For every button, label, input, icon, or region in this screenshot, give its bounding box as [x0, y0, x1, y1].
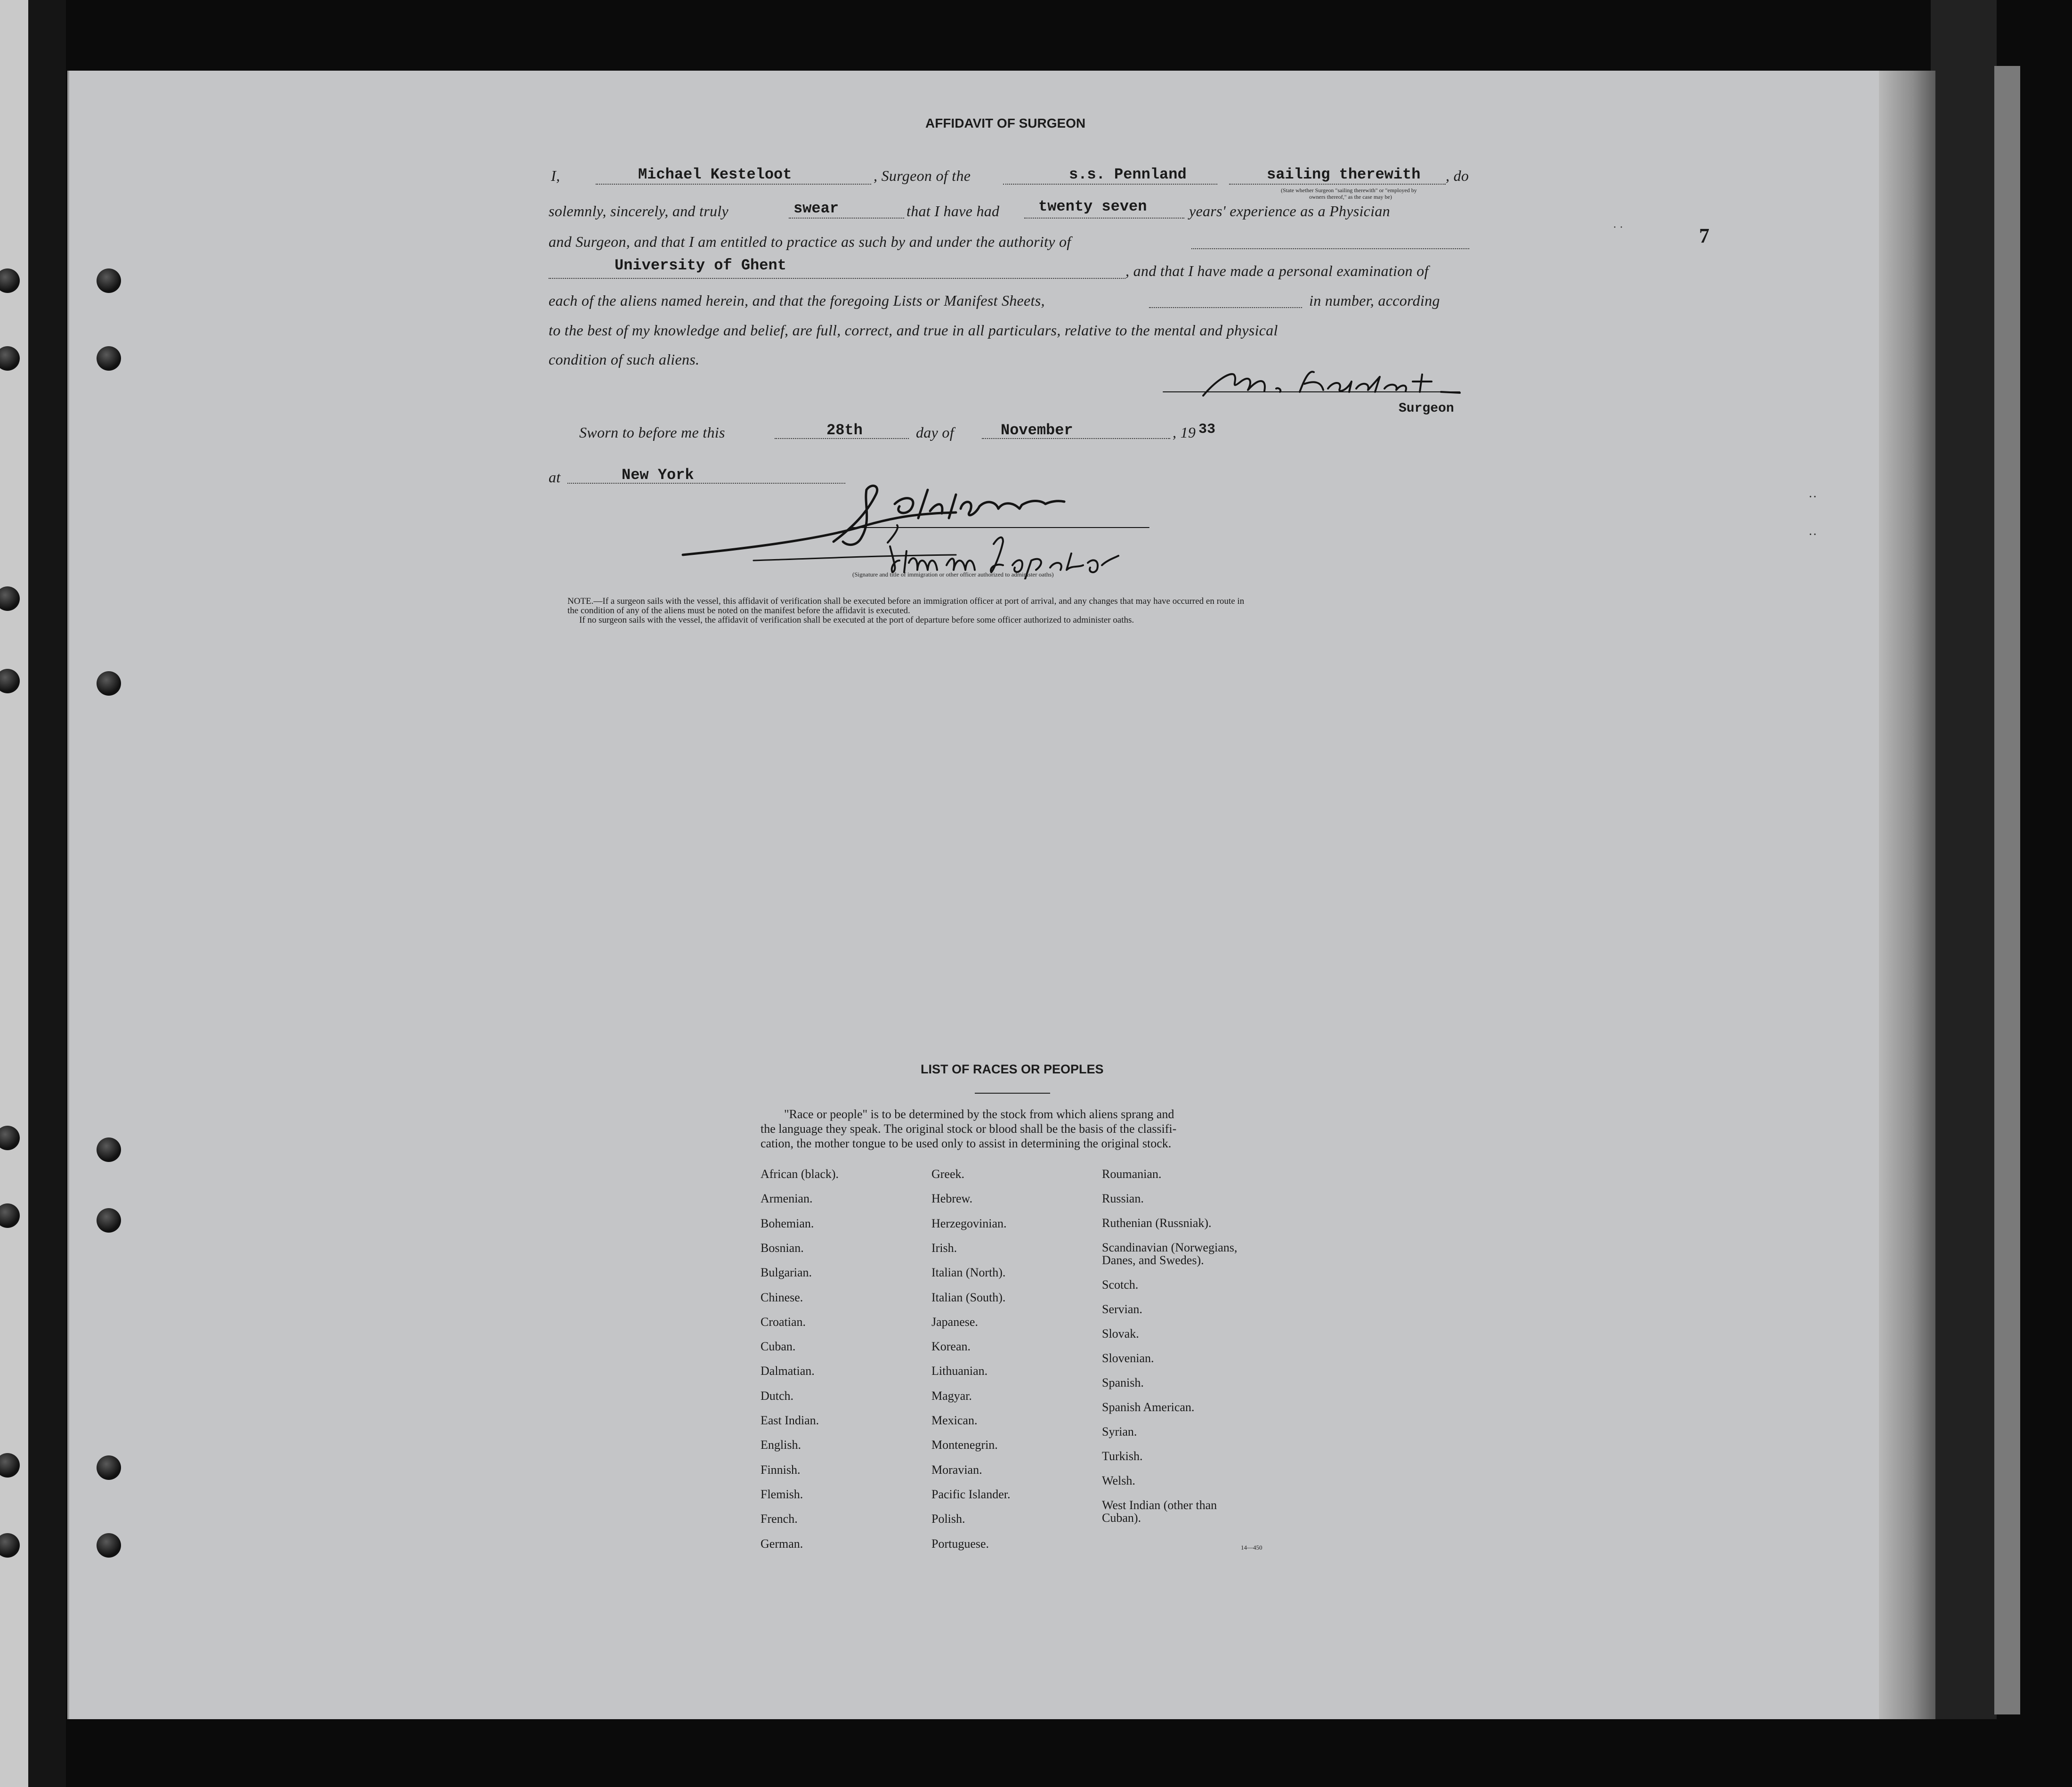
binder-hole	[97, 1208, 121, 1233]
race-list-item: African (black).	[761, 1167, 839, 1181]
affidavit-title: AFFIDAVIT OF SURGEON	[925, 116, 1086, 130]
line2-middle: that I have had	[906, 203, 1000, 219]
race-list-item: Scotch.	[1102, 1278, 1139, 1292]
race-list-item: Magyar.	[931, 1389, 972, 1403]
race-list-item: Croatian.	[761, 1315, 806, 1329]
binder-hole	[97, 1455, 121, 1480]
race-list-item: French.	[761, 1512, 798, 1526]
race-list-item: Turkish.	[1102, 1449, 1143, 1463]
race-list-item: West Indian (other than	[1102, 1498, 1217, 1512]
note-line-3: If no surgeon sails with the vessel, the affidavit of verification shall be executed at the port of departure before some officer authorized to administer oaths.	[579, 615, 1134, 625]
margin-smudge: · ·	[1613, 221, 1623, 234]
race-list-item: Flemish.	[761, 1487, 803, 1501]
race-list-item: Roumanian.	[1102, 1167, 1162, 1181]
race-list-item: Finnish.	[761, 1463, 801, 1477]
race-list-item: Pacific Islander.	[931, 1487, 1011, 1501]
race-list-item: Russian.	[1102, 1192, 1144, 1205]
race-list-item: Syrian.	[1102, 1425, 1137, 1438]
sworn-day-of: day of	[916, 424, 954, 441]
authority-field[interactable]: University of Ghent	[615, 257, 786, 274]
sworn-year-field[interactable]: 33	[1198, 422, 1216, 438]
right-binding	[1931, 0, 1997, 1719]
race-list-item: East Indian.	[761, 1413, 819, 1427]
vessel-rule	[1003, 184, 1217, 185]
binder-hole	[97, 1137, 121, 1162]
race-list-item: Montenegrin.	[931, 1438, 998, 1452]
margin-smudge: ··	[1808, 528, 1817, 542]
race-list-item: Japanese.	[931, 1315, 978, 1329]
race-list-item: Welsh.	[1102, 1474, 1135, 1487]
sworn-month-field[interactable]: November	[1001, 422, 1073, 439]
years-field[interactable]: twenty seven	[1038, 198, 1147, 215]
sworn-prefix: Sworn to before me this	[579, 424, 725, 441]
race-list-item: Bulgarian.	[761, 1266, 812, 1279]
race-list-item: Italian (North).	[931, 1266, 1006, 1279]
status-note-1: (State whether Surgeon "sailing therewith" or "employed by	[1281, 187, 1417, 194]
line2-prefix: solemnly, sincerely, and truly	[549, 203, 728, 219]
officer-signature	[673, 476, 1163, 579]
binder-hole	[97, 346, 121, 371]
line7-text: condition of such aliens.	[549, 351, 700, 368]
race-list-item: Ruthenian (Russniak).	[1102, 1216, 1212, 1230]
race-list-item: Scandinavian (Norwegians,	[1102, 1241, 1238, 1254]
race-list-item: Dalmatian.	[761, 1364, 815, 1378]
sworn-day-field[interactable]: 28th	[826, 422, 863, 439]
races-intro-line-2: the language they speak. The original stock or blood shall be the basis of the classifi-	[761, 1122, 1177, 1136]
right-page-edge	[1994, 66, 2020, 1714]
race-list-item: Servian.	[1102, 1302, 1142, 1316]
race-list-item: Portuguese.	[931, 1537, 989, 1551]
race-list-item: Irish.	[931, 1241, 957, 1255]
place-field[interactable]: New York	[622, 466, 694, 484]
note-line-2: the condition of any of the aliens must be noted on the manifest before the affidavit is executed.	[567, 606, 910, 616]
status-field[interactable]: sailing therewith	[1267, 166, 1421, 183]
race-list-item: Armenian.	[761, 1192, 813, 1205]
races-title-rule	[975, 1093, 1050, 1094]
status-rule	[1229, 184, 1446, 185]
line5-suffix: in number, according	[1309, 292, 1440, 309]
race-list-item: Slovak.	[1102, 1327, 1139, 1340]
binder-hole	[97, 671, 121, 696]
binder-hole	[97, 268, 121, 293]
officer-caption: (Signature and title of immigration or other officer authorized to administer oaths)	[852, 571, 1054, 578]
race-list-item: Herzegovinian.	[931, 1217, 1007, 1230]
race-list-item: Chinese.	[761, 1291, 803, 1304]
line6-text: to the best of my knowledge and belief, are full, correct, and true in all particulars, relative to the mental and physical	[549, 322, 1278, 339]
line5-prefix: each of the aliens named herein, and that the foregoing Lists or Manifest Sheets,	[549, 292, 1045, 309]
years-rule	[1024, 218, 1184, 219]
race-list-item: Lithuanian.	[931, 1364, 988, 1378]
document-sheet	[67, 71, 1934, 1719]
line3-rule	[1191, 248, 1469, 249]
note-line-1: NOTE.—If a surgeon sails with the vessel, this affidavit of verification shall be executed before an immigration officer at port of arrival, and any changes that may have occurred en route in	[567, 596, 1245, 606]
race-list-item: Cuban.	[761, 1340, 796, 1353]
race-list-item: German.	[761, 1537, 803, 1551]
form-number: 14—450	[1241, 1544, 1263, 1551]
line4-suffix: , and that I have made a personal examination of	[1125, 262, 1429, 279]
vessel-field[interactable]: s.s. Pennland	[1069, 166, 1187, 183]
race-list-item: Spanish.	[1102, 1376, 1144, 1389]
race-list-item: Danes, and Swedes).	[1102, 1253, 1204, 1267]
race-list-item: Mexican.	[931, 1413, 978, 1427]
page-number: 7	[1699, 224, 1709, 247]
race-list-item: Dutch.	[761, 1389, 794, 1403]
line1-surgeon-of: , Surgeon of the	[874, 167, 971, 184]
sheets-count-rule	[1149, 307, 1302, 308]
race-list-item: Greek.	[931, 1167, 965, 1181]
line3-text: and Surgeon, and that I am entitled to practice as such by and under the authority of	[549, 233, 1071, 250]
authority-rule	[549, 278, 1125, 279]
race-list-item: Cuban).	[1102, 1511, 1141, 1525]
surgeon-role-label: Surgeon	[1399, 401, 1454, 416]
line2-suffix: years' experience as a Physician	[1189, 203, 1390, 219]
race-list-item: Spanish American.	[1102, 1400, 1195, 1414]
race-list-item: English.	[761, 1438, 801, 1452]
races-title: LIST OF RACES OR PEOPLES	[921, 1062, 1104, 1076]
adjacent-page-edge	[0, 0, 28, 1787]
at-prefix: at	[549, 469, 561, 486]
oath-rule	[789, 218, 904, 219]
surgeon-name-rule	[596, 184, 871, 185]
binding-shadow	[28, 0, 66, 1787]
race-list-item: Moravian.	[931, 1463, 982, 1477]
line1-suffix: , do	[1446, 167, 1469, 184]
margin-smudge: ··	[1808, 490, 1817, 504]
binder-hole	[97, 1533, 121, 1558]
race-list-item: Polish.	[931, 1512, 965, 1526]
race-list-item: Italian (South).	[931, 1291, 1006, 1304]
sworn-year-prefix: , 19	[1173, 424, 1196, 441]
race-list-item: Bohemian.	[761, 1217, 814, 1230]
race-list-item: Bosnian.	[761, 1241, 804, 1255]
surgeon-name-field[interactable]: Michael Kesteloot	[638, 166, 792, 183]
sheet-fold	[1879, 71, 1935, 1719]
race-list-item: Hebrew.	[931, 1192, 973, 1205]
races-intro-line-1: "Race or people" is to be determined by the stock from which aliens sprang and	[784, 1107, 1174, 1121]
status-note-2: owners thereof," as the case may be)	[1309, 194, 1392, 200]
race-list-item: Slovenian.	[1102, 1351, 1154, 1365]
surgeon-signature	[1158, 363, 1479, 405]
races-intro-line-3: cation, the mother tongue to be used only to assist in determining the original stock.	[761, 1137, 1172, 1150]
line1-prefix: I,	[551, 167, 560, 184]
oath-field[interactable]: swear	[793, 200, 839, 217]
race-list-item: Korean.	[931, 1340, 971, 1353]
